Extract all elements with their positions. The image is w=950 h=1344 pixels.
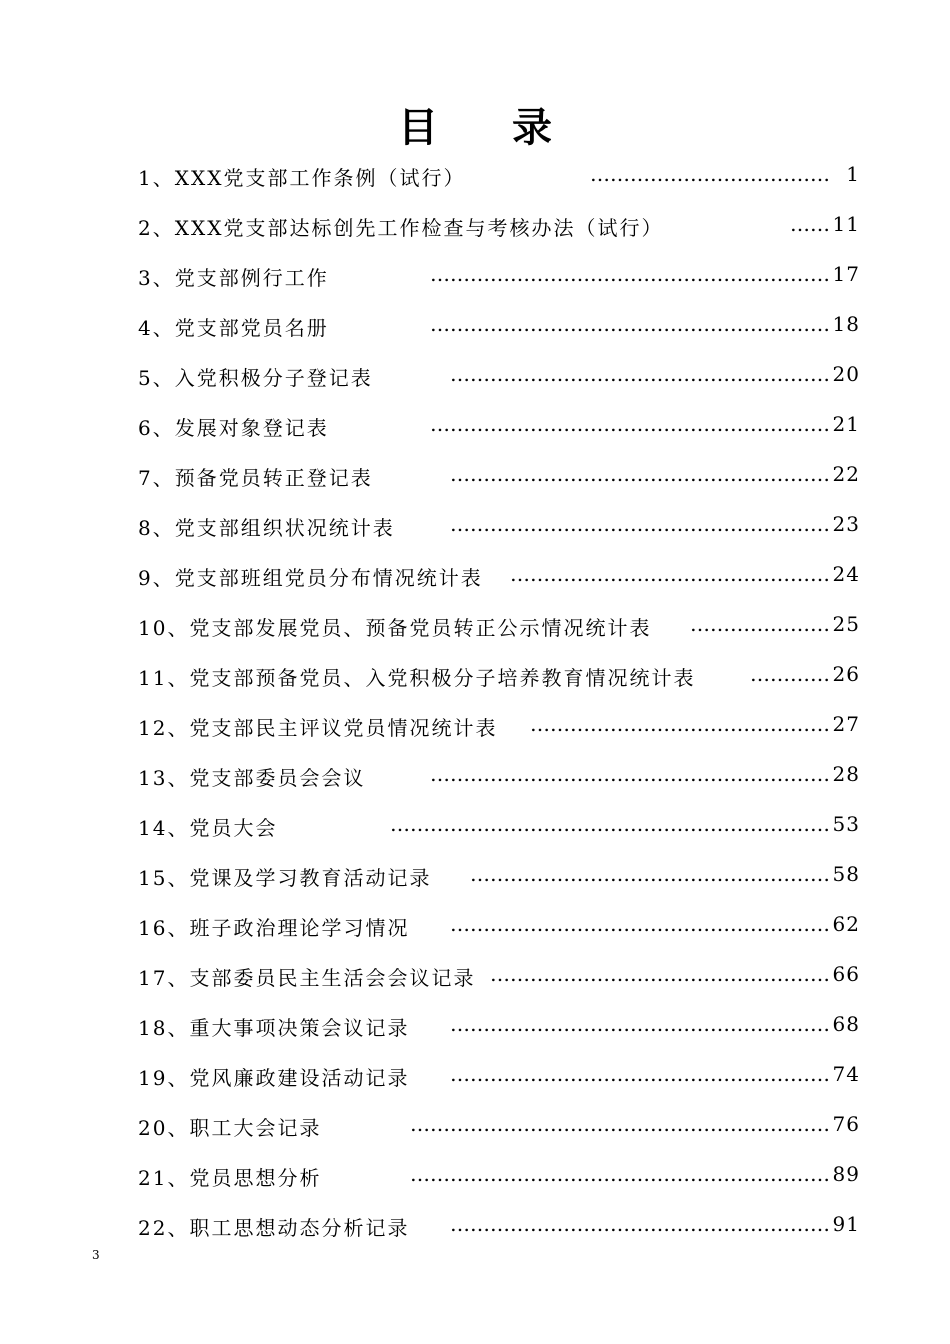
toc-entry[interactable] bbox=[138, 652, 860, 702]
toc-entry-title: 12、党支部民主评议党员情况统计表 bbox=[138, 716, 498, 740]
toc-leader-dots: ………………… bbox=[690, 612, 830, 636]
toc-entry-page: 23 bbox=[832, 512, 860, 536]
toc-entry-page: 21 bbox=[832, 412, 860, 436]
toc-entry-title: 15、党课及学习教育活动记录 bbox=[138, 866, 432, 890]
toc-entry-page: 24 bbox=[832, 562, 860, 586]
toc-leader-dots: ………………………………………………… bbox=[450, 362, 830, 386]
toc-leader-dots: ……………………………………………………… bbox=[410, 1112, 830, 1136]
toc-entry[interactable] bbox=[138, 552, 860, 602]
page-number: 3 bbox=[92, 1248, 100, 1262]
toc-leader-dots: ………………………………………………… bbox=[450, 512, 830, 536]
toc-entry-title: 1、XXX党支部工作条例（试行） bbox=[138, 166, 466, 190]
toc-entry-title: 20、职工大会记录 bbox=[138, 1116, 322, 1140]
toc-entry-page: 74 bbox=[832, 1062, 860, 1086]
toc-entry[interactable] bbox=[138, 202, 860, 252]
toc-entry-title: 21、党员思想分析 bbox=[138, 1166, 322, 1190]
toc-entry-page: 28 bbox=[832, 762, 860, 786]
toc-entry-page: 27 bbox=[832, 712, 860, 736]
toc-entry[interactable] bbox=[138, 952, 860, 1002]
toc-entry-title: 19、党风廉政建设活动记录 bbox=[138, 1066, 410, 1090]
toc-entry-title: 22、职工思想动态分析记录 bbox=[138, 1216, 410, 1240]
toc-entry-title: 10、党支部发展党员、预备党员转正公示情况统计表 bbox=[138, 616, 652, 640]
toc-leader-dots: …………………………………………………… bbox=[430, 262, 830, 286]
toc-entry-title: 11、党支部预备党员、入党积极分子培养教育情况统计表 bbox=[138, 666, 696, 690]
toc-entry[interactable] bbox=[138, 152, 860, 202]
toc-entry[interactable] bbox=[138, 402, 860, 452]
toc-entry-page: 89 bbox=[832, 1162, 860, 1186]
toc-entry[interactable] bbox=[138, 302, 860, 352]
toc-leader-dots: …………………………………………… bbox=[490, 962, 830, 986]
toc-leader-dots: ………… bbox=[750, 662, 830, 686]
toc-leader-dots: ………………………………………… bbox=[510, 562, 830, 586]
toc-entry[interactable] bbox=[138, 752, 860, 802]
toc-entry[interactable] bbox=[138, 802, 860, 852]
toc-leader-dots: ……………………………………… bbox=[530, 712, 830, 736]
toc-entry-page: 66 bbox=[832, 962, 860, 986]
toc-entry-page: 76 bbox=[832, 1112, 860, 1136]
toc-entry-title: 14、党员大会 bbox=[138, 816, 278, 840]
toc-entry[interactable] bbox=[138, 1002, 860, 1052]
toc-entry-page: 58 bbox=[832, 862, 860, 886]
toc-entry-page: 1 bbox=[846, 162, 860, 186]
toc-entry-page: 91 bbox=[832, 1212, 860, 1236]
toc-entry-title: 18、重大事项决策会议记录 bbox=[138, 1016, 410, 1040]
toc-entry[interactable] bbox=[138, 902, 860, 952]
toc-entry-page: 11 bbox=[832, 212, 860, 236]
toc-entry-page: 18 bbox=[832, 312, 860, 336]
toc-entry[interactable] bbox=[138, 1102, 860, 1152]
toc-leader-dots: …… bbox=[790, 212, 830, 236]
toc-leader-dots: …………………………………………………… bbox=[430, 412, 830, 436]
toc-entry-page: 68 bbox=[832, 1012, 860, 1036]
page-title: 目 录 bbox=[398, 104, 582, 151]
toc-entry[interactable] bbox=[138, 252, 860, 302]
toc-entry-title: 6、发展对象登记表 bbox=[138, 416, 329, 440]
toc-entry-page: 17 bbox=[832, 262, 860, 286]
toc-entry-title: 7、预备党员转正登记表 bbox=[138, 466, 373, 490]
toc-entry-page: 62 bbox=[832, 912, 860, 936]
toc-leader-dots: ……………………………………………… bbox=[470, 862, 830, 886]
toc-leader-dots: ………………………………………………………… bbox=[390, 812, 830, 836]
toc-entry[interactable] bbox=[138, 602, 860, 652]
toc-entry[interactable] bbox=[138, 352, 860, 402]
toc-entry[interactable] bbox=[138, 1052, 860, 1102]
toc-entry[interactable] bbox=[138, 1152, 860, 1202]
toc-entry[interactable] bbox=[138, 502, 860, 552]
toc-entry-title: 4、党支部党员名册 bbox=[138, 316, 329, 340]
toc-leader-dots: ………………………………………………… bbox=[450, 1062, 830, 1086]
toc-entry-title: 17、支部委员民主生活会会议记录 bbox=[138, 966, 476, 990]
toc-leader-dots: …………………………………………………… bbox=[430, 312, 830, 336]
toc-entry-title: 3、党支部例行工作 bbox=[138, 266, 329, 290]
toc-entry-page: 25 bbox=[832, 612, 860, 636]
toc-leader-dots: ………………………………………………… bbox=[450, 462, 830, 486]
toc-leader-dots: ………………………………………………… bbox=[450, 1212, 830, 1236]
toc-entry-page: 20 bbox=[832, 362, 860, 386]
toc-entry[interactable] bbox=[138, 702, 860, 752]
toc-entry-title: 5、入党积极分子登记表 bbox=[138, 366, 373, 390]
toc-leader-dots: ………………………………………………… bbox=[450, 912, 830, 936]
toc-leader-dots: ……………………………………………………… bbox=[410, 1162, 830, 1186]
toc-entry-page: 22 bbox=[832, 462, 860, 486]
table-of-contents bbox=[138, 152, 860, 1252]
toc-entry[interactable] bbox=[138, 452, 860, 502]
toc-leader-dots: ………………………………………………… bbox=[450, 1012, 830, 1036]
toc-leader-dots: …………………………………………………… bbox=[430, 762, 830, 786]
toc-entry-title: 2、XXX党支部达标创先工作检查与考核办法（试行） bbox=[138, 216, 664, 240]
toc-leader-dots: ……………………………… bbox=[590, 162, 830, 186]
toc-entry[interactable] bbox=[138, 1202, 860, 1252]
toc-entry-title: 16、班子政治理论学习情况 bbox=[138, 916, 410, 940]
toc-entry-page: 26 bbox=[832, 662, 860, 686]
toc-entry-page: 53 bbox=[832, 812, 860, 836]
toc-entry-title: 8、党支部组织状况统计表 bbox=[138, 516, 395, 540]
toc-entry-title: 9、党支部班组党员分布情况统计表 bbox=[138, 566, 483, 590]
toc-entry-title: 13、党支部委员会会议 bbox=[138, 766, 366, 790]
toc-entry[interactable] bbox=[138, 852, 860, 902]
